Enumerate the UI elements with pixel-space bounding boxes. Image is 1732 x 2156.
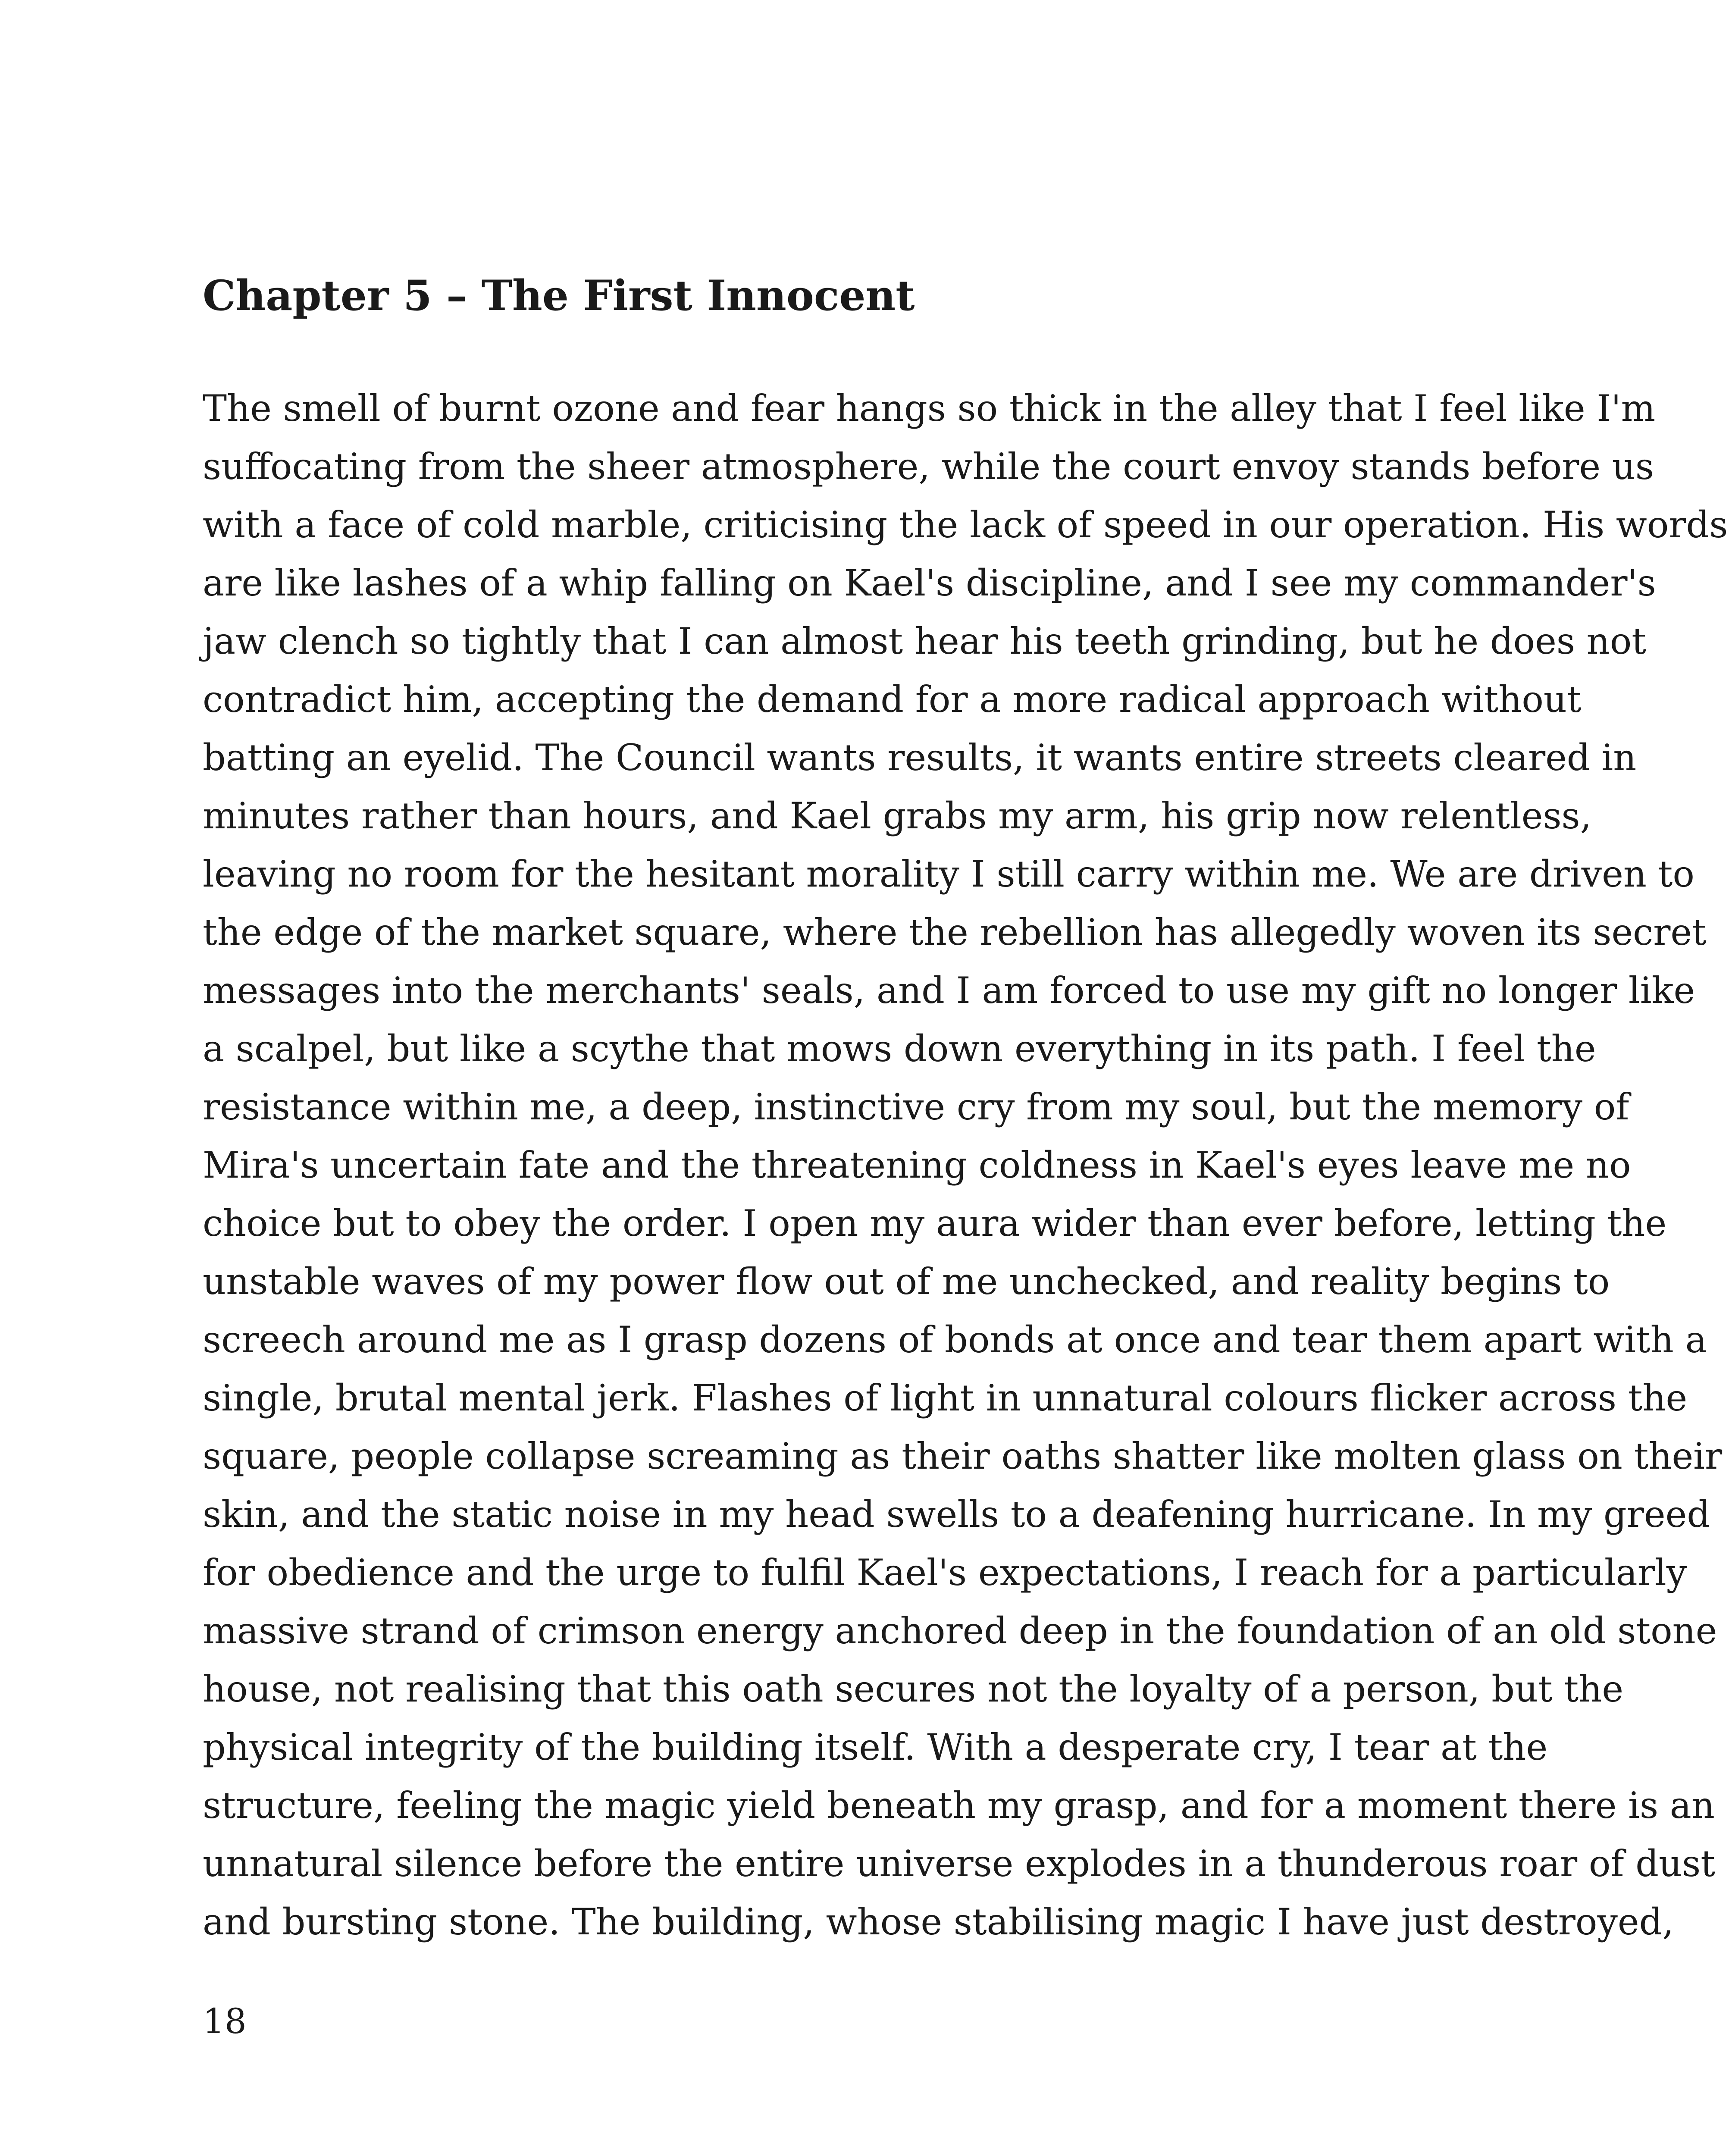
body-line: The smell of burnt ozone and fear hangs so thick in the alley that I feel like I'm: [203, 387, 1656, 429]
chapter-title: Chapter 5 – The First Innocent: [203, 271, 915, 320]
body-line: resistance within me, a deep, instinctive cry from my soul, but the memory of: [203, 1086, 1629, 1128]
body-line: Mira's uncertain fate and the threatening coldness in Kael's eyes leave me no: [203, 1144, 1631, 1186]
body-line: house, not realising that this oath secures not the loyalty of a person, but the: [203, 1668, 1624, 1710]
body-line: and bursting stone. The building, whose stabilising magic I have just destroyed,: [203, 1901, 1674, 1943]
body-line: massive strand of crimson energy anchored deep in the foundation of an old stone: [203, 1610, 1717, 1652]
body-line: physical integrity of the building itself. With a desperate cry, I tear at the: [203, 1726, 1548, 1768]
page-number: 18: [203, 2001, 247, 2041]
body-line: the edge of the market square, where the rebellion has allegedly woven its secret: [203, 911, 1707, 953]
body-line: with a face of cold marble, criticising the lack of speed in our operation. His words: [203, 504, 1728, 546]
body-line: jaw clench so tightly that I can almost hear his teeth grinding, but he does not: [203, 620, 1647, 662]
body-line: batting an eyelid. The Council wants results, it wants entire streets cleared in: [203, 736, 1637, 779]
body-line: a scalpel, but like a scythe that mows down everything in its path. I feel the: [203, 1028, 1596, 1070]
body-line: for obedience and the urge to fulfil Kael's expectations, I reach for a particularly: [203, 1551, 1687, 1594]
body-line: are like lashes of a whip falling on Kael's discipline, and I see my commander's: [203, 562, 1656, 604]
body-line: square, people collapse screaming as their oaths shatter like molten glass on their: [203, 1435, 1723, 1477]
body-line: structure, feeling the magic yield beneath my grasp, and for a moment there is an: [203, 1784, 1715, 1827]
body-line: unnatural silence before the entire universe explodes in a thunderous roar of dust: [203, 1843, 1715, 1885]
body-line: messages into the merchants' seals, and I am forced to use my gift no longer like: [203, 969, 1695, 1012]
body-line: suffocating from the sheer atmosphere, while the court envoy stands before us: [203, 445, 1654, 488]
body-line: minutes rather than hours, and Kael grabs my arm, his grip now relentless,: [203, 795, 1592, 837]
body-line: unstable waves of my power flow out of me unchecked, and reality begins to: [203, 1260, 1610, 1303]
body-line: skin, and the static noise in my head swells to a deafening hurricane. In my greed: [203, 1493, 1710, 1536]
body-line: screech around me as I grasp dozens of bonds at once and tear them apart with a: [203, 1319, 1707, 1361]
body-line: contradict him, accepting the demand for a more radical approach without: [203, 678, 1582, 721]
body-line: leaving no room for the hesitant morality I still carry within me. We are driven to: [203, 853, 1694, 895]
body-line: choice but to obey the order. I open my aura wider than ever before, letting the: [203, 1202, 1667, 1244]
body-line: single, brutal mental jerk. Flashes of light in unnatural colours flicker across the: [203, 1377, 1688, 1419]
chapter-body-text: [203, 379, 1728, 1951]
